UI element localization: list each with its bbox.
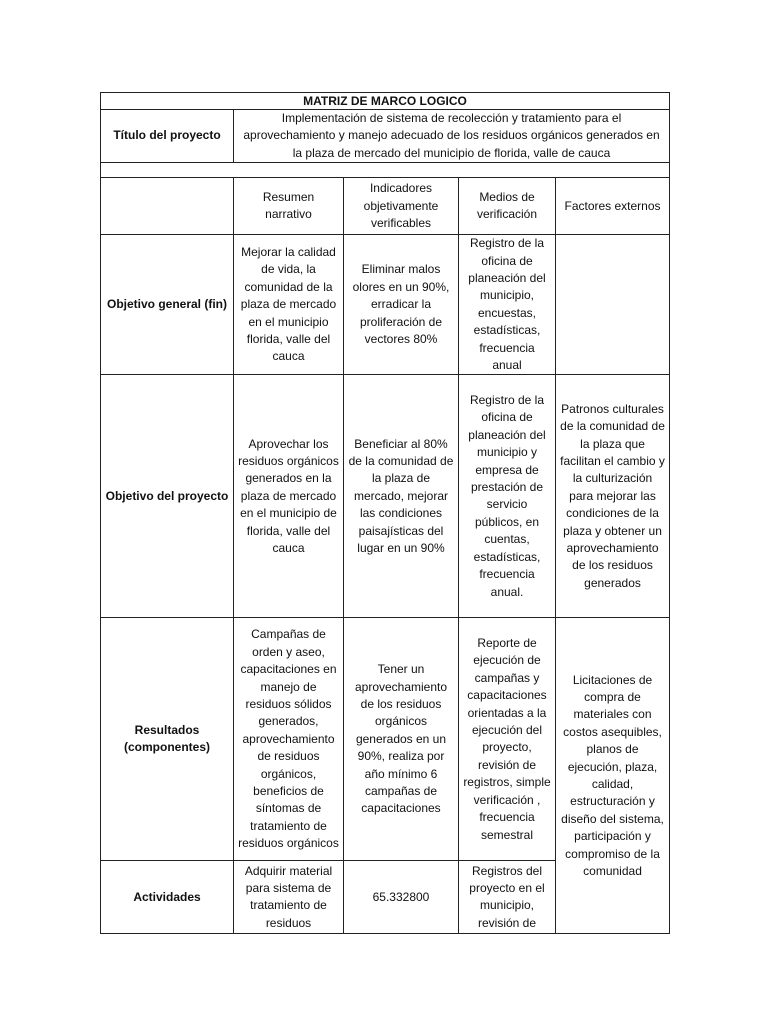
blank-separator-row xyxy=(101,163,670,178)
project-indicators: Beneficiar al 80% de la comunidad de la plaza de mercado, mejorar las condiciones paisajísticas del lugar en un 90% xyxy=(344,375,459,618)
row-label-general: Objetivo general (fin) xyxy=(101,235,234,375)
results-summary: Campañas de orden y aseo, capacitaciones en manejo de residuos sólidos generados, aprovechamiento de residuos orgánicos, beneficios de síntomas de tratamiento de residuos orgánicos xyxy=(234,618,344,861)
logical-framework-matrix xyxy=(100,92,670,934)
header-empty-cell xyxy=(101,178,234,235)
general-indicators: Eliminar malos olores en un 90%, erradicar la proliferación de vectores 80% xyxy=(344,235,459,375)
results-means: Reporte de ejecución de campañas y capacitaciones orientadas a la ejecución del proyecto, revisión de registros, simple verificación , frecuencia semestral xyxy=(459,618,556,861)
row-label-project: Objetivo del proyecto xyxy=(101,375,234,618)
header-summary: Resumen narrativo xyxy=(234,178,344,235)
activities-summary: Adquirir material para sistema de tratamiento de residuos xyxy=(234,861,344,934)
header-indicators: Indicadores objetivamente verificables xyxy=(344,178,459,235)
results-indicators: Tener un aprovechamiento de los residuos orgánicos generados en un 90%, realiza por año mínimo 6 campañas de capacitaciones xyxy=(344,618,459,861)
general-means: Registro de la oficina de planeación del municipio, encuestas, estadísticas, frecuencia anual xyxy=(459,235,556,375)
project-summary: Aprovechar los residuos orgánicos generados en la plaza de mercado en el municipio de florida, valle del cauca xyxy=(234,375,344,618)
project-title-label: Título del proyecto xyxy=(101,110,234,163)
row-label-results: Resultados (componentes) xyxy=(101,618,234,861)
activities-indicators: 65.332800 xyxy=(344,861,459,934)
activities-means: Registros del proyecto en el municipio, revisión de xyxy=(459,861,556,934)
matrix-title: MATRIZ DE MARCO LOGICO xyxy=(101,93,670,110)
general-factors xyxy=(556,235,670,375)
header-means: Medios de verificación xyxy=(459,178,556,235)
project-title: Implementación de sistema de recolección y tratamiento para el aprovechamiento y manejo adecuado de los residuos orgánicos generados en la plaza de mercado del municipio de florida, valle de cauca xyxy=(234,110,670,163)
results-factors: Licitaciones de compra de materiales con costos asequibles, planos de ejecución, plaza, calidad, estructuración y diseño del sistema, participación y compromiso de la comunidad xyxy=(556,618,670,934)
header-factors: Factores externos xyxy=(556,178,670,235)
general-summary: Mejorar la calidad de vida, la comunidad de la plaza de mercado en el municipio florida, valle del cauca xyxy=(234,235,344,375)
project-means: Registro de la oficina de planeación del municipio y empresa de prestación de servicio públicos, en cuentas, estadísticas, frecuencia anual. xyxy=(459,375,556,618)
row-label-activities: Actividades xyxy=(101,861,234,934)
project-factors: Patronos culturales de la comunidad de la plaza que facilitan el cambio y la culturización para mejorar las condiciones de la plaza y obtener un aprovechamiento de los residuos generados xyxy=(556,375,670,618)
